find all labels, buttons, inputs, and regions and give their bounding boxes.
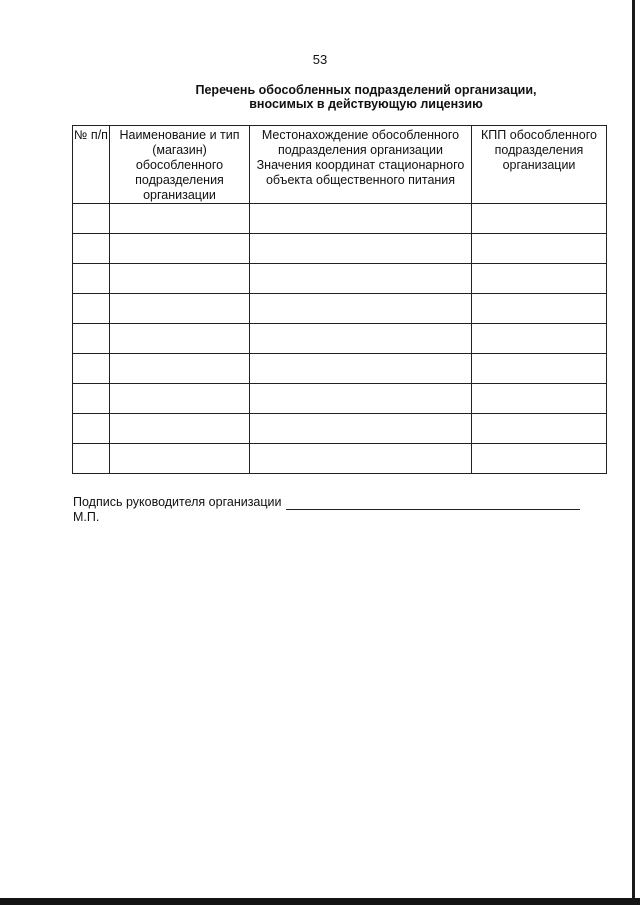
cell-location[interactable]	[250, 354, 472, 384]
scan-edge-right	[632, 0, 635, 905]
table-row	[73, 444, 607, 474]
scan-edge-bottom	[0, 898, 640, 905]
header-number: № п/п	[73, 126, 110, 204]
table-row	[73, 414, 607, 444]
header-kpp: КПП обособленного подразделения организации	[472, 126, 607, 204]
signature-label: Подпись руководителя организации	[73, 495, 282, 509]
table-row	[73, 324, 607, 354]
cell-location[interactable]	[250, 414, 472, 444]
cell-number[interactable]	[73, 234, 110, 264]
cell-name-type[interactable]	[110, 414, 250, 444]
cell-kpp[interactable]	[472, 444, 607, 474]
table-row	[73, 294, 607, 324]
cell-number[interactable]	[73, 354, 110, 384]
cell-kpp[interactable]	[472, 264, 607, 294]
cell-location[interactable]	[250, 324, 472, 354]
header-location: Местонахождение обособленного подразделения организации Значения координат стационарного объекта общественного питания	[250, 126, 472, 204]
cell-number[interactable]	[73, 384, 110, 414]
cell-number[interactable]	[73, 204, 110, 234]
cell-number[interactable]	[73, 444, 110, 474]
table-row	[73, 234, 607, 264]
table-row	[73, 354, 607, 384]
cell-name-type[interactable]	[110, 204, 250, 234]
cell-name-type[interactable]	[110, 264, 250, 294]
signature-block	[73, 495, 580, 525]
cell-kpp[interactable]	[472, 384, 607, 414]
cell-number[interactable]	[73, 324, 110, 354]
title-line-1: Перечень обособленных подразделений организации,	[195, 83, 537, 97]
cell-kpp[interactable]	[472, 354, 607, 384]
cell-number[interactable]	[73, 414, 110, 444]
cell-kpp[interactable]	[472, 414, 607, 444]
cell-number[interactable]	[73, 294, 110, 324]
cell-location[interactable]	[250, 294, 472, 324]
table-header-row	[73, 126, 607, 204]
cell-location[interactable]	[250, 384, 472, 414]
page-number: 53	[312, 52, 328, 67]
cell-location[interactable]	[250, 264, 472, 294]
cell-location[interactable]	[250, 444, 472, 474]
cell-name-type[interactable]	[110, 324, 250, 354]
cell-number[interactable]	[73, 264, 110, 294]
cell-kpp[interactable]	[472, 324, 607, 354]
table-row	[73, 384, 607, 414]
table-row	[73, 204, 607, 234]
cell-name-type[interactable]	[110, 444, 250, 474]
header-name-type: Наименование и тип (магазин) обособленного подразделения организации	[110, 126, 250, 204]
cell-location[interactable]	[250, 234, 472, 264]
cell-location[interactable]	[250, 204, 472, 234]
title-line-2: вносимых в действующую лицензию	[249, 97, 483, 111]
stamp-label: М.П.	[73, 510, 100, 524]
cell-name-type[interactable]	[110, 294, 250, 324]
table-body	[73, 204, 607, 474]
cell-kpp[interactable]	[472, 234, 607, 264]
cell-name-type[interactable]	[110, 354, 250, 384]
table-row	[73, 264, 607, 294]
signature-line[interactable]	[286, 497, 580, 510]
cell-name-type[interactable]	[110, 234, 250, 264]
cell-name-type[interactable]	[110, 384, 250, 414]
subdivisions-table	[72, 125, 607, 474]
cell-kpp[interactable]	[472, 294, 607, 324]
cell-kpp[interactable]	[472, 204, 607, 234]
document-title	[100, 83, 632, 111]
